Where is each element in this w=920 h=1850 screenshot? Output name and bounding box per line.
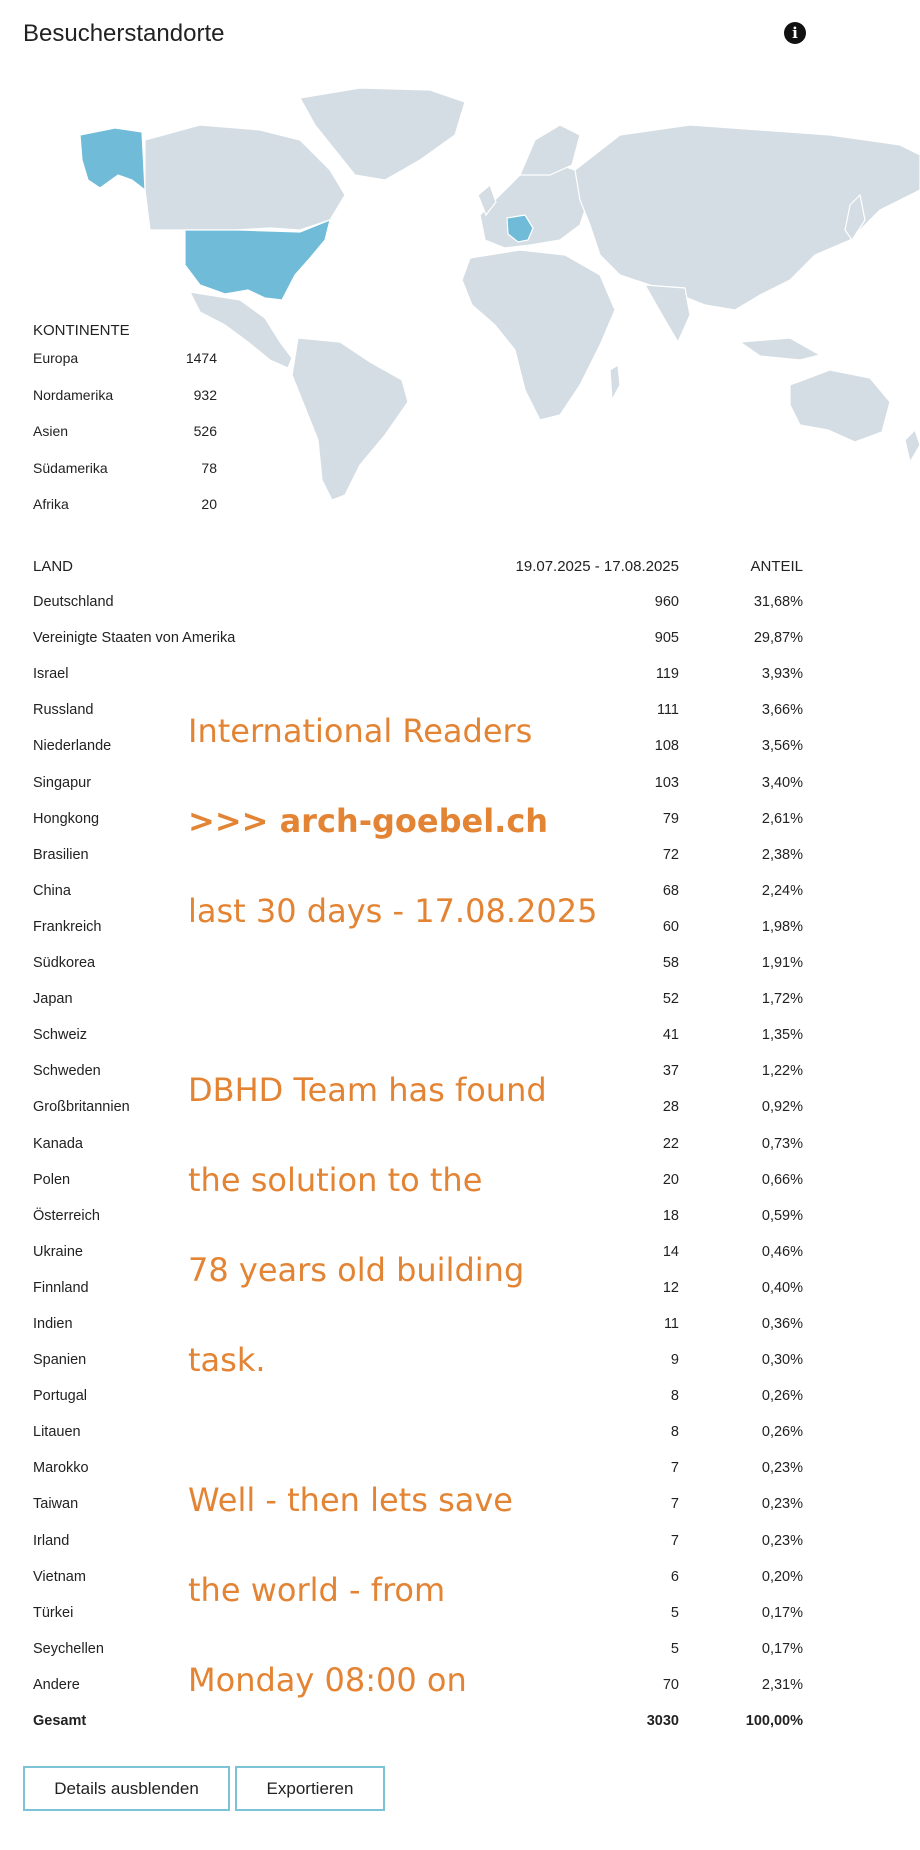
continent-name: Afrika <box>33 496 69 512</box>
table-row <box>33 1027 803 1063</box>
country-name: Schweiz <box>33 1027 87 1044</box>
visitor-share: 0,36% <box>761 1315 803 1332</box>
country-name: Andere <box>33 1676 80 1693</box>
info-icon[interactable]: i <box>784 22 806 44</box>
country-name: Seychellen <box>33 1640 104 1657</box>
column-header-share[interactable]: ANTEIL <box>750 558 803 575</box>
continent-value: 1474 <box>185 350 217 366</box>
visitor-count: 18 <box>662 1207 679 1224</box>
table-row <box>33 1316 803 1352</box>
export-button[interactable]: Exportieren <box>235 1766 385 1811</box>
continent-row <box>33 423 217 460</box>
total-share: 100,00% <box>745 1713 803 1729</box>
country-name: Ukraine <box>33 1243 83 1260</box>
continents-heading: KONTINENTE <box>33 322 130 339</box>
country-name: Japan <box>33 991 73 1008</box>
hide-details-button[interactable]: Details ausblenden <box>23 1766 230 1811</box>
map-alaska <box>80 128 145 190</box>
visitor-count: 28 <box>662 1099 679 1116</box>
map-south-america <box>292 338 408 500</box>
continent-value: 526 <box>193 423 217 439</box>
visitor-count: 52 <box>662 991 679 1008</box>
visitor-count: 111 <box>656 702 679 719</box>
widget-title: Besucherstandorte <box>23 20 225 47</box>
continent-row <box>33 387 217 424</box>
table-row <box>33 1605 803 1641</box>
visitor-count: 103 <box>654 774 679 791</box>
table-total-row <box>33 1713 803 1749</box>
overlay-text-line: Monday 08:00 on <box>188 1661 467 1699</box>
column-header-country[interactable]: LAND <box>33 558 74 575</box>
visitor-share: 0,30% <box>761 1352 803 1369</box>
visitor-share: 0,26% <box>761 1388 803 1405</box>
overlay-text-line: Well - then lets save <box>188 1481 513 1519</box>
visitor-count: 5 <box>670 1640 679 1657</box>
total-value: 3030 <box>646 1713 679 1729</box>
map-australia <box>790 370 890 442</box>
visitor-share: 3,56% <box>761 738 803 755</box>
visitor-count: 108 <box>654 738 679 755</box>
country-name: Vereinigte Staaten von Amerika <box>33 630 236 647</box>
country-name: Russland <box>33 702 94 719</box>
continent-row <box>33 496 217 533</box>
visitor-count: 12 <box>662 1279 679 1296</box>
visitor-count: 960 <box>654 594 679 611</box>
visitor-share: 0,59% <box>761 1207 803 1224</box>
total-label: Gesamt <box>33 1713 87 1729</box>
visitor-count: 7 <box>670 1460 679 1477</box>
country-name: Finnland <box>33 1279 89 1296</box>
overlay-text-line: 78 years old building <box>188 1251 525 1289</box>
continent-value: 20 <box>201 496 217 512</box>
country-name: Türkei <box>33 1604 74 1621</box>
country-name: Brasilien <box>33 846 89 863</box>
country-name: Singapur <box>33 774 92 791</box>
country-name: Großbritannien <box>33 1099 130 1116</box>
visitor-count: 119 <box>655 666 679 683</box>
visitor-count: 14 <box>662 1243 679 1260</box>
country-name: Portugal <box>33 1388 88 1405</box>
country-name: Israel <box>33 666 69 683</box>
visitor-count: 68 <box>662 882 679 899</box>
visitor-count: 7 <box>670 1496 679 1513</box>
country-name: Hongkong <box>33 810 100 827</box>
visitor-share: 2,31% <box>761 1676 803 1693</box>
country-name: Schweden <box>33 1063 101 1080</box>
map-new-zealand <box>905 430 920 462</box>
country-name: Österreich <box>33 1207 100 1224</box>
visitor-share: 0,46% <box>761 1243 803 1260</box>
visitor-share: 3,66% <box>761 702 803 719</box>
visitor-count: 72 <box>662 846 679 863</box>
overlay-text-line: International Readers <box>188 712 533 750</box>
visitor-count: 58 <box>662 955 679 972</box>
visitor-share: 0,23% <box>761 1496 803 1513</box>
table-row <box>33 955 803 991</box>
country-name: Niederlande <box>33 738 112 755</box>
country-name: China <box>33 882 71 899</box>
map-madagascar <box>610 365 620 400</box>
visitor-share: 29,87% <box>753 630 803 647</box>
visitor-share: 0,23% <box>761 1460 803 1477</box>
visitor-share: 3,93% <box>761 666 803 683</box>
overlay-text-line: >>> arch-goebel.ch <box>188 802 549 840</box>
visitor-count: 70 <box>662 1676 679 1693</box>
table-row <box>33 1533 803 1569</box>
map-usa <box>185 220 330 300</box>
visitor-count: 8 <box>670 1388 679 1405</box>
visitor-share: 0,73% <box>761 1135 803 1152</box>
visitor-count: 6 <box>670 1568 679 1585</box>
country-name: Südkorea <box>33 955 96 972</box>
country-name: Polen <box>33 1171 71 1188</box>
continents-panel <box>33 322 217 533</box>
table-row <box>33 1208 803 1244</box>
map-india <box>645 285 690 342</box>
visitor-share: 1,91% <box>761 955 803 972</box>
country-name: Kanada <box>33 1135 83 1152</box>
visitor-count: 22 <box>662 1135 679 1152</box>
column-header-period[interactable]: 19.07.2025 - 17.08.2025 <box>515 558 679 575</box>
continent-value: 78 <box>201 459 217 476</box>
overlay-text-line: the world - from <box>188 1571 446 1609</box>
visitor-share: 0,66% <box>761 1171 803 1188</box>
visitor-count: 7 <box>670 1532 679 1549</box>
visitor-count: 79 <box>662 810 679 827</box>
visitor-share: 1,98% <box>761 918 803 935</box>
table-row <box>33 1388 803 1424</box>
visitor-share: 1,72% <box>761 991 803 1008</box>
country-name: Indien <box>33 1315 73 1332</box>
continent-value: 932 <box>193 386 217 403</box>
table-row <box>33 630 803 666</box>
visitor-count: 11 <box>663 1315 679 1332</box>
table-row <box>33 991 803 1027</box>
map-canada <box>145 125 345 230</box>
overlay-text-line: last 30 days - 17.08.2025 <box>188 892 598 930</box>
visitor-share: 31,68% <box>753 594 803 611</box>
table-row <box>33 847 803 883</box>
visitor-share: 0,92% <box>761 1099 803 1116</box>
country-name: Deutschland <box>33 594 114 611</box>
overlay-text-line: the solution to the <box>188 1161 483 1199</box>
continent-name: Asien <box>33 423 69 439</box>
table-row <box>33 1424 803 1460</box>
visitor-count: 905 <box>654 630 679 647</box>
visitor-share: 3,40% <box>761 774 803 791</box>
visitor-count: 37 <box>662 1063 679 1080</box>
visitor-count: 20 <box>662 1171 679 1188</box>
visitor-share: 0,17% <box>761 1604 803 1621</box>
country-name: Vietnam <box>33 1568 86 1585</box>
visitor-count: 60 <box>662 918 679 935</box>
continent-row <box>33 460 217 497</box>
visitor-count: 8 <box>670 1424 679 1441</box>
map-africa <box>462 250 615 420</box>
visitor-share: 0,17% <box>761 1640 803 1657</box>
continent-name: Nordamerika <box>33 386 114 403</box>
visitor-count: 9 <box>670 1352 679 1369</box>
country-name: Irland <box>33 1532 70 1549</box>
table-row <box>33 1352 803 1388</box>
country-name: Litauen <box>33 1424 81 1441</box>
visitor-share: 0,26% <box>761 1424 803 1441</box>
visitor-share: 1,35% <box>761 1027 803 1044</box>
continent-row <box>33 350 217 387</box>
visitor-share: 2,38% <box>761 846 803 863</box>
visitor-share: 0,20% <box>761 1568 803 1585</box>
map-asia <box>575 125 920 310</box>
continent-name: Europa <box>33 350 79 366</box>
table-header <box>33 558 803 594</box>
table-row <box>33 666 803 702</box>
visitor-share: 2,24% <box>761 882 803 899</box>
visitor-share: 2,61% <box>761 810 803 827</box>
visitor-count: 41 <box>662 1027 679 1044</box>
visitor-share: 0,40% <box>761 1279 803 1296</box>
table-row <box>33 594 803 630</box>
country-name: Frankreich <box>33 918 102 935</box>
visitor-count: 5 <box>670 1604 679 1621</box>
country-name: Marokko <box>33 1460 89 1477</box>
visitor-share: 1,22% <box>761 1063 803 1080</box>
country-name: Spanien <box>33 1352 87 1369</box>
continent-name: Südamerika <box>33 459 108 476</box>
map-indonesia <box>740 338 820 360</box>
country-name: Taiwan <box>33 1496 79 1513</box>
visitor-share: 0,23% <box>761 1532 803 1549</box>
overlay-text-line: task. <box>188 1341 266 1379</box>
map-scandinavia <box>520 125 580 175</box>
overlay-text-line: DBHD Team has found <box>188 1071 547 1109</box>
